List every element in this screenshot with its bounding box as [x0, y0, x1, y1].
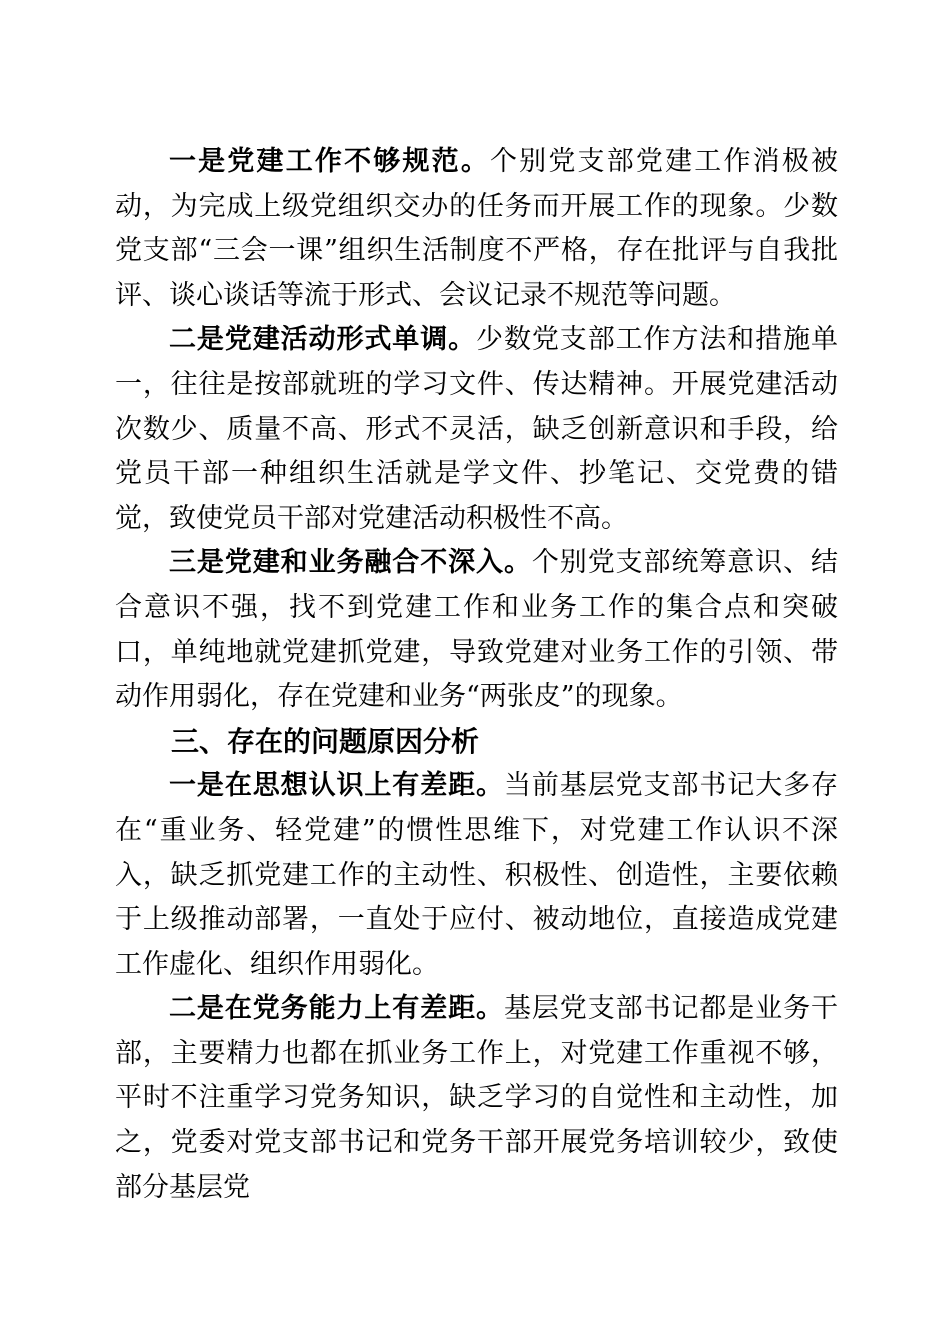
paragraph-body: 个别党支部统筹意识、结合意识不强，找不到党建工作和业务工作的集合点和突破口，单纯地就党建抓党建，导致党建对业务工作的引领、带动作用弱化，存在党建和业务“两张皮”的现象。: [115, 547, 839, 713]
section-heading: 三、存在的问题原因分析: [171, 724, 480, 758]
paragraph-lead: 二是党建活动形式单调。: [169, 324, 477, 356]
paragraph-lead: 一是党建工作不够规范。: [169, 146, 490, 177]
paragraph-body: 基层党支部书记都是业务干部，主要精力也都在抓业务工作上，对党建工作重视不够，平时不注重学习党务知识，缺乏学习的自觉性和主动性，加之，党委对党支部书记和党务干部开展党务培训较少，致使部分基层党: [115, 993, 839, 1203]
paragraph: [115, 541, 838, 719]
paragraph: [115, 318, 838, 541]
paragraph-lead: 二是在党务能力上有差距。: [169, 993, 504, 1025]
paragraph: [115, 140, 838, 318]
paragraph: [115, 987, 838, 1210]
paragraph: [115, 764, 838, 987]
paragraph-body: 少数党支部工作方法和措施单一，往往是按部就班的学习文件、传达精神。开展党建活动次数少、质量不高、形式不灵活，缺乏创新意识和手段，给党员干部一种组织生活就是学文件、抄笔记、交党费的错觉，致使党员干部对党建活动积极性不高。: [115, 324, 839, 534]
paragraph-lead: 一是在思想认识上有差距。: [169, 770, 504, 802]
paragraph-lead: 三是党建和业务融合不深入。: [169, 547, 532, 579]
paragraph-body: 个别党支部党建工作消极被动，为完成上级党组织交办的任务而开展工作的现象。少数党支部“三会一课”组织生活制度不严格，存在批评与自我批评、谈心谈话等流于形式、会议记录不规范等问题。: [115, 146, 838, 311]
paragraph-body: 当前基层党支部书记大多存在“重业务、轻党建”的惯性思维下，对党建工作认识不深入，缺乏抓党建工作的主动性、积极性、创造性，主要依赖于上级推动部署，一直处于应付、被动地位，直接造成党建工作虚化、组织作用弱化。: [115, 770, 839, 980]
